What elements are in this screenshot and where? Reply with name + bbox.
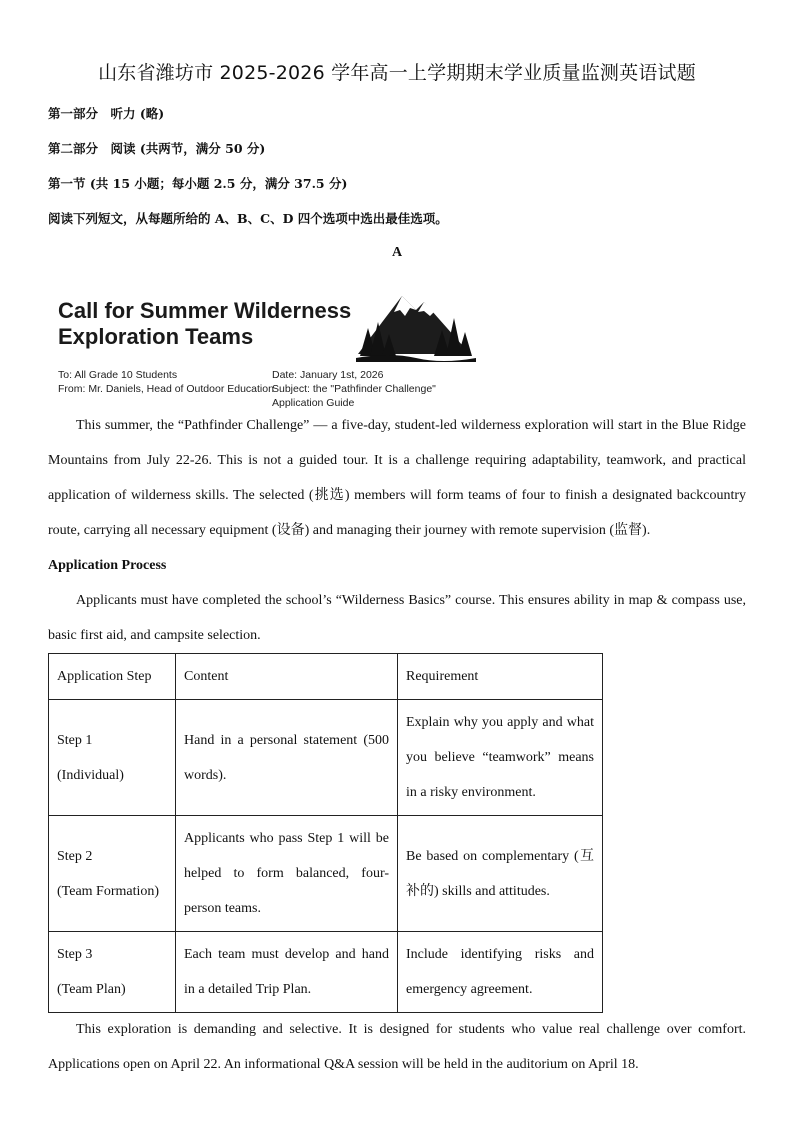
step-sublabel: (Team Formation) [57, 883, 160, 899]
instruction-text: 阅读下列短文，从每题所给的 A、B、C、D 四个选项中选出最佳选项。 [48, 211, 448, 226]
step-sublabel: (Individual) [57, 767, 124, 783]
banner-date: Date: January 1st, 2026 [272, 369, 384, 381]
step-sublabel: (Team Plan) [57, 982, 126, 997]
announcement-banner [52, 280, 484, 409]
content-cell: Each team must develop and hand in a detailed Trip Plan. [176, 932, 398, 1013]
paragraph-intro-text: This summer, the “Pathfinder Challenge” — a five-day, student-led wilderness exploration will start in the Blue Ridge Mountains from July 22-26. This is not a guided tour. It is a challenge requiring adaptability, teamwork, and practical application of wilderness skills. The selected (挑选) members will form teams of four to finish a designated backcountry route, carrying all necessary equipment (设备) and managing their journey with remote supervision (监督). [48, 418, 746, 538]
table-row [49, 700, 603, 816]
step-cell [49, 700, 176, 816]
step-label: Step 1 [57, 732, 93, 748]
section1-heading: 第一节 (共 15 小题；每小题 2.5 分，满分 37.5 分) [48, 176, 348, 191]
step-cell [49, 816, 176, 932]
banner-title-line2: Exploration Teams [58, 324, 254, 349]
paragraph-requirements [48, 583, 746, 653]
part1-heading: 第一部分 听力 (略) [48, 106, 165, 121]
application-steps-table [48, 653, 603, 1013]
banner-title-line1: Call for Summer Wilderness [58, 298, 352, 323]
requirement-cell: Be based on complementary (互补的) skills and attitudes. [398, 816, 603, 932]
step-label: Step 2 [57, 848, 93, 864]
paragraph-closing [48, 1012, 746, 1082]
requirement-cell: Include identifying risks and emergency agreement. [398, 932, 603, 1013]
paragraph-intro [48, 408, 746, 548]
page-title: 山东省潍坊市 2025-2026 学年高一上学期期末学业质量监测英语试题 [98, 62, 696, 84]
table-header-cell: Content [176, 654, 398, 700]
step-cell [49, 932, 176, 1013]
banner-from: From: Mr. Daniels, Head of Outdoor Education [58, 383, 274, 395]
step-label: Step 3 [57, 947, 93, 962]
banner-title [58, 298, 351, 350]
table-header-cell: Application Step [49, 654, 176, 700]
table-row [49, 932, 603, 1013]
banner-subject: Subject: the "Pathfinder Challenge" Application Guide [272, 383, 436, 409]
application-heading: Application Process [48, 558, 167, 573]
requirement-cell: Explain why you apply and what you believe “teamwork” means in a risky environment. [398, 700, 603, 816]
passage-letter: A [391, 245, 403, 260]
table-header-cell: Requirement [398, 654, 603, 700]
table-row [49, 816, 603, 932]
table-header-row [49, 654, 603, 700]
paragraph-requirements-text: Applicants must have completed the school’s “Wilderness Basics” course. This ensures ability in map & compass use, basic first aid, and campsite selection. [48, 593, 746, 643]
banner-to: To: All Grade 10 Students [58, 369, 178, 381]
paragraph-closing-text: This exploration is demanding and selective. It is designed for students who value real challenge over comfort. Applications open on April 22. An informational Q&A session will be held in the auditorium on April 18. [48, 1022, 746, 1072]
content-cell: Hand in a personal statement (500 words). [176, 700, 398, 816]
part2-heading: 第二部分 阅读 (共两节，满分 50 分) [48, 141, 266, 156]
content-cell: Applicants who pass Step 1 will be helped to form balanced, four-person teams. [176, 816, 398, 932]
mountain-forest-icon [350, 284, 482, 364]
